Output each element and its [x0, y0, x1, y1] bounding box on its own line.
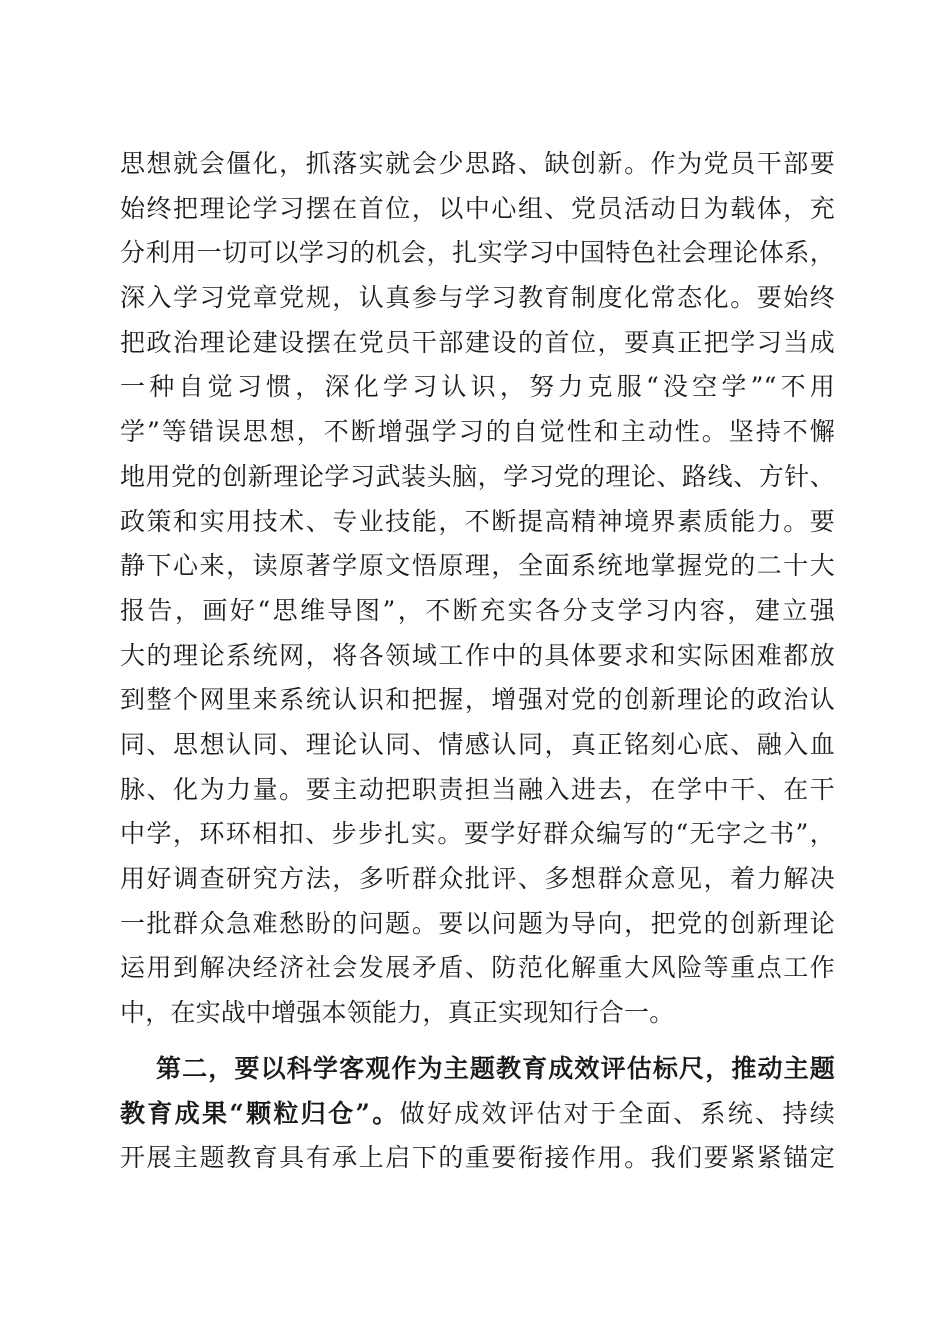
paragraph-continuation — [120, 142, 835, 1036]
text-line: 用好调查研究方法，多听群众批评、多想群众意见，着力解决 — [120, 864, 835, 893]
text-line: 一批群众急难愁盼的问题。要以问题为导向，把党的创新理论 — [120, 908, 835, 938]
text-line: 把政治理论建设摆在党员干部建设的首位，要真正把学习当成 — [120, 327, 835, 357]
text-line: 运用到解决经济社会发展矛盾、防范化解重大风险等重点工作 — [120, 953, 835, 983]
text-line: 始终把理论学习摆在首位，以中心组、党员活动日为载体，充 — [120, 193, 835, 223]
text-line: 中学，环环相扣、步步扎实。要学好群众编写的“无字之书”， — [120, 819, 835, 849]
paragraph-second-point — [120, 1047, 835, 1181]
text-line: 学”等错误思想，不断增强学习的自觉性和主动性。坚持不懈 — [120, 417, 835, 447]
text-line: 政策和实用技术、专业技能，不断提高精神境界素质能力。要 — [120, 506, 835, 536]
text-line: 分利用一切可以学习的机会，扎实学习中国特色社会理论体系， — [120, 238, 835, 268]
text-line — [120, 1092, 835, 1137]
text-line: 思想就会僵化，抓落实就会少思路、缺创新。作为党员干部要 — [120, 149, 835, 178]
text-line: 同、思想认同、理论认同、情感认同，真正铭刻心底、融入血 — [120, 729, 835, 759]
section-heading-tail: 教育成果“颗粒归仓”。 — [120, 1098, 400, 1128]
text-line: 地用党的创新理论学习武装头脑，学习党的理论、路线、方针、 — [120, 461, 835, 491]
text-line: 脉、化为力量。要主动把职责担当融入进去，在学中干、在干 — [120, 774, 835, 804]
text-line: 静下心来，读原著学原文悟原理，全面系统地掌握党的二十大 — [120, 551, 835, 581]
text-line: 中，在实战中增强本领能力，真正实现知行合一。 — [120, 998, 675, 1028]
text-line: 深入学习党章党规，认真参与学习教育制度化常态化。要始终 — [120, 283, 835, 313]
section-heading-line: 第二，要以科学客观作为主题教育成效评估标尺，推动主题 — [156, 1054, 835, 1083]
paragraph-body-start: 做好成效评估对于全面、系统、持续 — [399, 1098, 836, 1128]
text-line: 大的理论系统网，将各领域工作中的具体要求和实际困难都放 — [120, 640, 835, 670]
text-line: 开展主题教育具有承上启下的重要衔接作用。我们要紧紧锚定 — [120, 1143, 835, 1173]
text-line: 一种自觉习惯，深化学习认识，努力克服“没空学”“不用 — [120, 372, 835, 402]
text-line: 到整个网里来系统认识和把握，增强对党的创新理论的政治认 — [120, 685, 835, 715]
text-line: 报告，画好“思维导图”，不断充实各分支学习内容，建立强 — [120, 595, 835, 625]
